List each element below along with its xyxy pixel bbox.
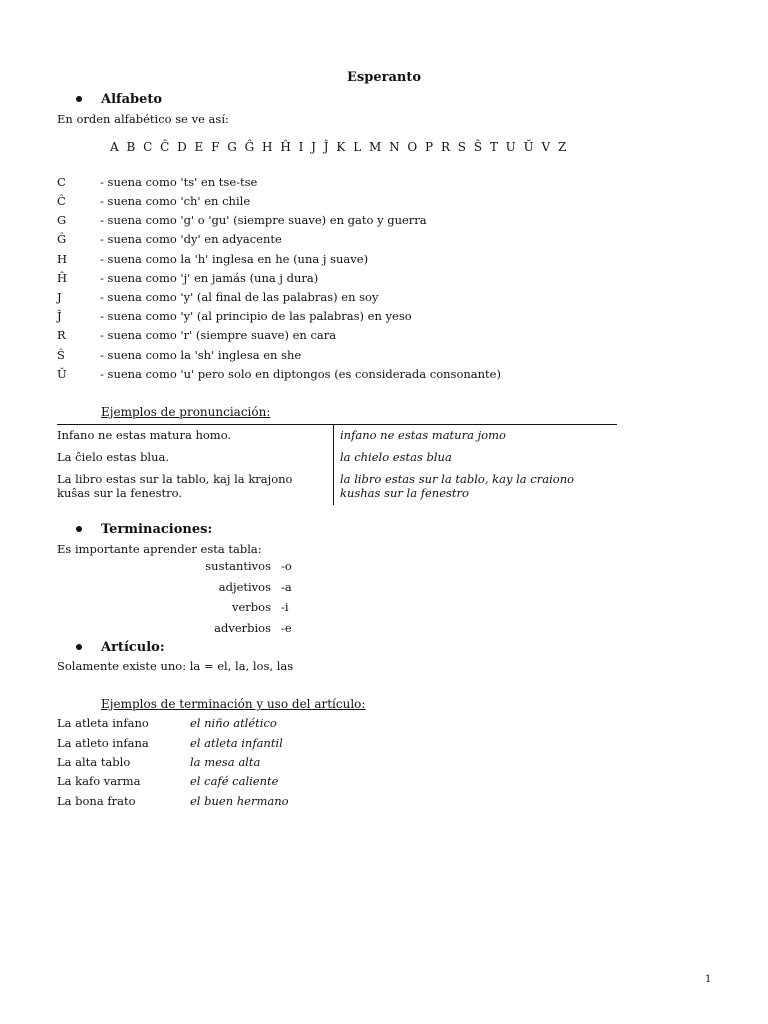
sound-letter: C: [57, 175, 66, 189]
table-row: [57, 447, 617, 469]
word-type: adjetivos: [218, 580, 271, 594]
example-spanish: el atleta infantil: [190, 736, 283, 750]
bullet-icon: [76, 96, 82, 102]
sound-letter: Ŭ: [57, 367, 67, 381]
example-esperanto: La atleto infana: [57, 736, 149, 750]
sound-desc: - suena como la 'h' inglesa en he (una j suave): [100, 252, 369, 266]
sound-row: [57, 328, 336, 342]
section-heading-alfabeto: [76, 92, 162, 107]
pronunciation-cell: la libro estas sur la tablo, kay la craiono kushas sur la fenestro: [340, 472, 575, 500]
sound-row: [57, 348, 301, 362]
alfabeto-intro: En orden alfabético se ve así:: [57, 112, 229, 126]
sound-desc: - suena como 'r' (siempre suave) en cara: [100, 328, 337, 342]
sound-desc: - suena como 'dy' en adyacente: [100, 232, 282, 246]
sound-letter: Ĉ: [57, 194, 66, 208]
example-esperanto: La alta tablo: [57, 755, 131, 769]
bullet-icon: [76, 526, 82, 532]
pronunciation-table: [57, 424, 617, 505]
example-row: [57, 755, 457, 769]
word-suffix: -a: [281, 580, 292, 594]
example-spanish: el niño atlético: [190, 716, 277, 730]
example-esperanto: La kafo varma: [57, 774, 141, 788]
esperanto-cell: La ĉielo estas blua.: [57, 447, 334, 469]
example-row: [57, 716, 457, 730]
table-row: [57, 469, 617, 505]
sound-row: [57, 213, 427, 227]
sound-row: [57, 252, 368, 266]
alphabet-line: A B C Ĉ D E F G Ĝ H Ĥ I J Ĵ K L M N O P R S Ŝ T U Ŭ V Z: [110, 140, 567, 154]
sound-letter: J: [57, 290, 62, 304]
word-type: sustantivos: [205, 559, 271, 573]
articulo-text: Solamente existe uno: la = el, la, los, las: [57, 659, 294, 673]
heading-text: Artículo:: [101, 640, 165, 655]
sound-desc: - suena como 'j' en jamás (una j dura): [100, 271, 319, 285]
sound-row: [57, 290, 378, 304]
example-spanish: el buen hermano: [190, 794, 289, 808]
sound-row: [57, 309, 412, 323]
examples-heading: Ejemplos de terminación y uso del artículo:: [101, 697, 366, 711]
sound-letter: Ŝ: [57, 348, 65, 362]
esperanto-cell: La libro estas sur la tablo, kaj la krajono kuŝas sur la fenestro.: [57, 469, 334, 505]
pronunciation-heading: Ejemplos de pronunciación:: [101, 405, 271, 419]
sound-desc: - suena como 'y' (al final de las palabras) en soy: [100, 290, 379, 304]
sound-desc: - suena como 'ts' en tse-tse: [100, 175, 258, 189]
word-suffix: -o: [281, 559, 292, 573]
sound-desc: - suena como 'u' pero solo en diptongos (es considerada consonante): [100, 367, 501, 381]
word-suffix: -e: [281, 621, 292, 635]
heading-text: Terminaciones:: [101, 522, 213, 537]
example-row: [57, 774, 457, 788]
sound-row: [57, 194, 250, 208]
sound-letter: R: [57, 328, 66, 342]
page-title: Esperanto: [347, 70, 421, 85]
heading-text: Alfabeto: [101, 92, 163, 107]
section-heading-terminaciones: [76, 522, 212, 537]
terminaciones-intro: Es importante aprender esta tabla:: [57, 542, 262, 556]
sound-desc: - suena como 'y' (al principio de las palabras) en yeso: [100, 309, 412, 323]
sound-letter: Ĵ: [57, 309, 62, 323]
sound-row: [57, 175, 257, 189]
section-heading-articulo: [76, 640, 165, 655]
pronunciation-cell: la chielo estas blua: [340, 450, 452, 464]
sound-letter: Ĥ: [57, 271, 68, 285]
sound-desc: - suena como 'g' o 'gu' (siempre suave) en gato y guerra: [100, 213, 427, 227]
sound-row: [57, 367, 501, 381]
page-number: 1: [705, 974, 712, 985]
bullet-icon: [76, 644, 82, 650]
word-type: adverbios: [214, 621, 271, 635]
table-row: [57, 425, 617, 448]
word-suffix: -i: [281, 600, 289, 614]
esperanto-cell: Infano ne estas matura homo.: [57, 425, 334, 448]
sound-letter: G: [57, 213, 67, 227]
sound-desc: - suena como la 'sh' inglesa en she: [100, 348, 302, 362]
example-esperanto: La atleta infano: [57, 716, 149, 730]
sound-row: [57, 232, 282, 246]
sound-letter: H: [57, 252, 68, 266]
word-type: verbos: [232, 600, 271, 614]
example-spanish: el café caliente: [190, 774, 279, 788]
example-row: [57, 736, 457, 750]
sound-desc: - suena como 'ch' en chile: [100, 194, 251, 208]
sound-row: [57, 271, 318, 285]
sound-letter: Ĝ: [57, 232, 67, 246]
pronunciation-cell: infano ne estas matura jomo: [334, 425, 618, 448]
example-row: [57, 794, 457, 808]
example-spanish: la mesa alta: [190, 755, 261, 769]
example-esperanto: La bona frato: [57, 794, 136, 808]
